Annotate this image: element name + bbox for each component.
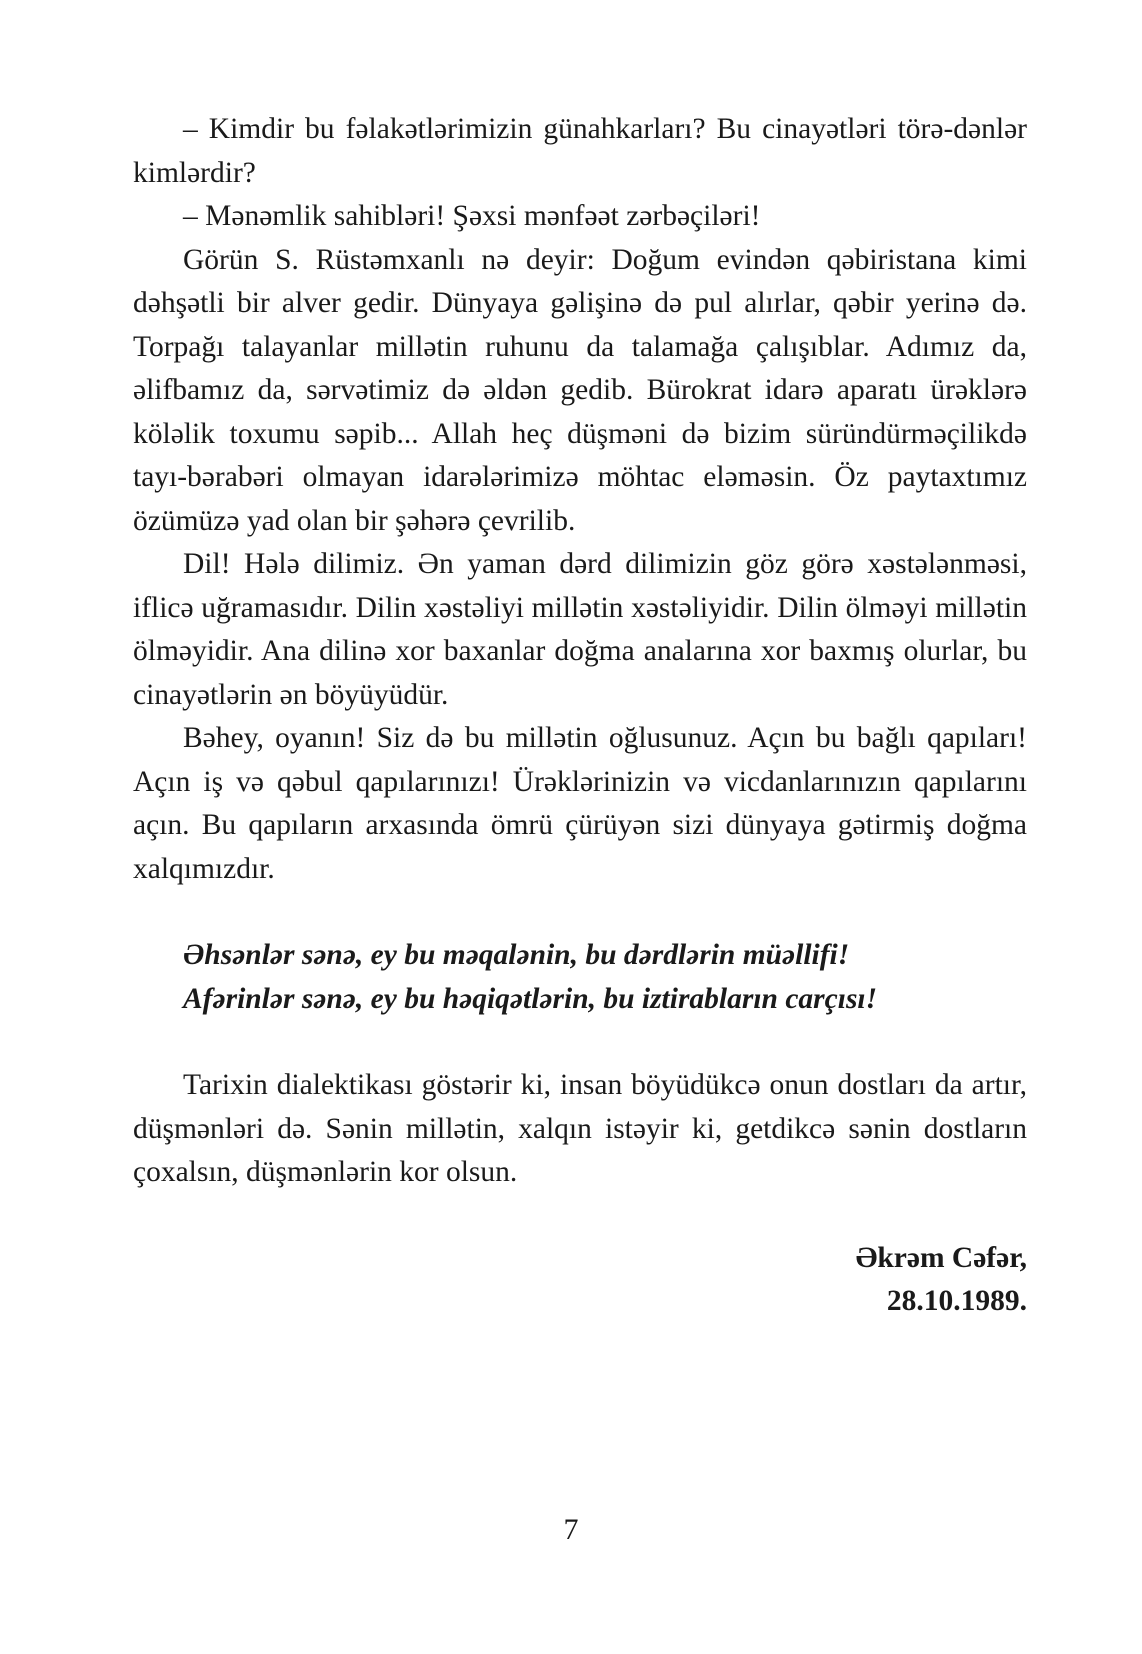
paragraph: – Mənəmlik sahibləri! Şəxsi mənfəət zərbəçiləri! (183, 200, 761, 232)
paragraph: – Kimdir bu fəlakətlərimizin günahkarları? Bu cinayətləri törə-dənlər kimlərdir? (133, 113, 1027, 189)
page-number: 7 (563, 1513, 579, 1546)
signature-block (133, 1237, 1027, 1324)
paragraph: Görün S. Rüstəmxanlı nə deyir: Doğum evindən qəbiristana kimi dəhşətli bir alver gedir. Dünyaya gəlişinə də pul alırlar, qəbir yerinə də. Torpağı talayanlar millətin ruhunu da talamağa çalışıblar. Adımız da, əlifbamız da, sərvətimiz də əldən gedib. Bürokrat idarə aparatı ürəklərə köləlik toxumu səpib... Allah heç düşməni də bizim süründürməçilikdə tayı-bərabəri olmayan idarələrimizə möhtac eləməsin. Öz paytaxtımız özümüzə yad olan bir şəhərə çevrilib. (133, 243, 1027, 537)
emphasis-line: Əhsənlər sənə, ey bu məqalənin, bu dərdlərin müəllifi! (183, 939, 850, 971)
closing-paragraph: Tarixin dialektikası göstərir ki, insan böyüdükcə onun dostları da artır, düşmənləri də. Sənin millətin, xalqın istəyir ki, getdikcə sənin dostların çoxalsın, düşmənlərin kor olsun. (133, 1069, 1027, 1188)
paragraph: Dil! Hələ dilimiz. Ən yaman dərd dilimizin göz görə xəstələnməsi, iflicə uğramasıdır. Dilin xəstəliyi millətin xəstəliyidir. Dilin ölməyi millətin ölməyidir. Ana dilinə xor baxanlar doğma analarına xor baxmış olurlar, bu cinayətlərin ən böyüyüdür. (133, 548, 1027, 711)
signature-date: 28.10.1989. (886, 1285, 1027, 1317)
document-body (133, 108, 1027, 1324)
emphasis-line: Afərinlər sənə, ey bu həqiqətlərin, bu iztirabların carçısı! (183, 982, 878, 1015)
emphasis-block (133, 934, 1027, 1021)
paragraph: Bəhey, oyanın! Siz də bu millətin oğlusunuz. Açın bu bağlı qapıları! Açın iş və qəbul qapılarınızı! Ürəklərinizin və vicdanlarınızın qapılarını açın. Bu qapıların arxasında ömrü çürüyən sizi dünyaya gətirmiş doğma xalqımızdır. (133, 722, 1027, 885)
signature-author: Əkrəm Cəfər, (855, 1241, 1027, 1274)
